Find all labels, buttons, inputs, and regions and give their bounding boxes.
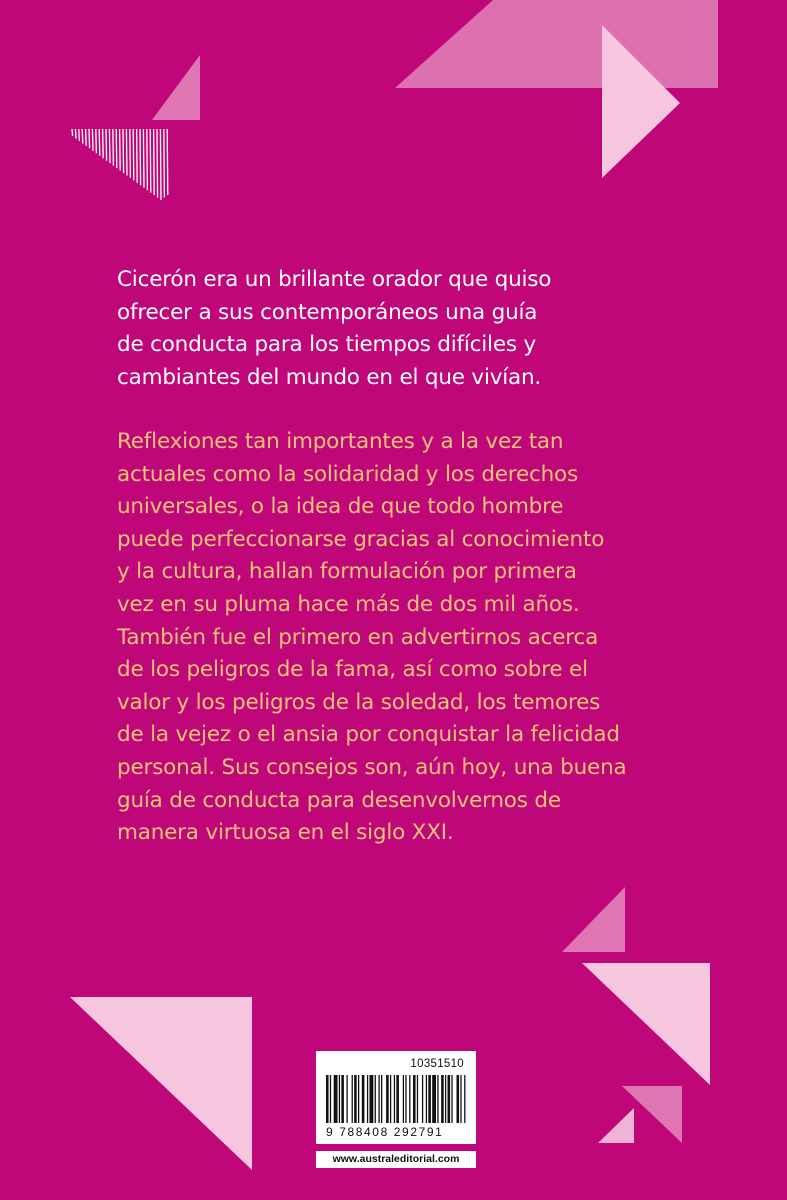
barcode-bar bbox=[445, 1075, 446, 1123]
isbn-number: 9 788408 292791 bbox=[326, 1125, 444, 1139]
body-line: guía de conducta para desenvolvernos de bbox=[117, 787, 561, 813]
barcode-bar bbox=[390, 1075, 391, 1123]
stripe-line bbox=[79, 129, 80, 141]
barcode-bar bbox=[334, 1075, 338, 1123]
stripe-line bbox=[164, 129, 165, 197]
stripe-line bbox=[126, 129, 127, 175]
striped-triangle-icon bbox=[72, 129, 168, 200]
triangle-bottom-left-large bbox=[70, 997, 252, 1170]
body-line: Reflexiones tan importantes y a la vez tan bbox=[117, 429, 564, 454]
barcode-bar bbox=[448, 1075, 451, 1123]
body-line: actuales como la solidaridad y los derechos bbox=[117, 461, 578, 487]
stripe-line bbox=[109, 129, 110, 163]
barcode-bar bbox=[403, 1075, 404, 1123]
barcode-bar bbox=[354, 1075, 357, 1123]
stripe-line bbox=[137, 129, 138, 183]
stripe-line bbox=[106, 129, 107, 161]
barcode-bar bbox=[426, 1075, 427, 1123]
body-line: puede perfeccionarse gracias al conocimiento bbox=[117, 526, 605, 552]
stripe-line bbox=[103, 129, 104, 158]
stripe-line bbox=[92, 129, 93, 151]
body-line: También fue el primero en advertirnos acerca bbox=[117, 624, 599, 650]
barcode-bar bbox=[326, 1075, 329, 1123]
barcode-bars bbox=[326, 1075, 468, 1123]
barcode-bar bbox=[370, 1075, 374, 1123]
stripe-line bbox=[96, 129, 97, 153]
stripe-line bbox=[167, 129, 168, 195]
barcode-bar bbox=[339, 1075, 340, 1123]
stripe-line bbox=[113, 129, 114, 166]
triangle-bottom-right-large bbox=[582, 963, 710, 1085]
barcode-bar bbox=[437, 1075, 438, 1123]
intro-paragraph bbox=[117, 264, 551, 394]
body-line: personal. Sus consejos son, aún hoy, una buena bbox=[117, 754, 627, 780]
body-line: vez en su pluma hace más de dos mil años. bbox=[117, 591, 580, 617]
body-line: de los peligros de la fama, así como sobre el bbox=[117, 657, 588, 683]
triangle-top-banner bbox=[395, 0, 718, 88]
barcode-bar bbox=[464, 1075, 465, 1123]
barcode-bar bbox=[341, 1075, 344, 1123]
barcode-bar bbox=[396, 1075, 399, 1123]
stripe-line bbox=[143, 129, 144, 188]
stripe-line bbox=[154, 129, 155, 195]
triangle-top-left-small bbox=[152, 55, 200, 120]
stripe-line bbox=[133, 129, 134, 180]
barcode-bar bbox=[413, 1075, 416, 1123]
barcode-bar bbox=[409, 1075, 410, 1123]
stripe-line bbox=[86, 129, 87, 146]
barcode-bar bbox=[358, 1075, 359, 1123]
stripe-line bbox=[123, 129, 124, 173]
barcode-bar bbox=[381, 1075, 382, 1123]
barcode-bar bbox=[417, 1075, 418, 1123]
body-line: y la cultura, hallan formulación por primera bbox=[117, 559, 577, 585]
barcode-bar bbox=[405, 1075, 406, 1123]
barcode-bar bbox=[367, 1075, 368, 1123]
body-line: de la vejez o el ansia por conquistar la felicidad bbox=[117, 722, 620, 748]
barcode-bar bbox=[432, 1075, 436, 1123]
publisher-url: www.australeditorial.com bbox=[316, 1151, 476, 1168]
stripe-line bbox=[116, 129, 117, 168]
barcode-bar bbox=[451, 1075, 452, 1123]
stripe-line bbox=[99, 129, 100, 156]
body-line: valor y los peligros de la soledad, los temores bbox=[117, 689, 601, 715]
stripe-line bbox=[150, 129, 151, 193]
stripe-line bbox=[140, 129, 141, 185]
barcode-bar bbox=[394, 1075, 395, 1123]
body-line: universales, o la idea de que todo hombre bbox=[117, 494, 564, 520]
barcode-bar bbox=[362, 1075, 365, 1123]
stripe-line bbox=[130, 129, 131, 178]
barcode-bar bbox=[422, 1075, 423, 1123]
stripe-line bbox=[147, 129, 148, 190]
intro-line: ofrecer a sus contemporáneos una guía bbox=[117, 299, 538, 325]
body-line: manera virtuosa en el siglo XXI. bbox=[117, 820, 454, 846]
barcode-bar bbox=[460, 1075, 461, 1123]
barcode-bar bbox=[378, 1075, 379, 1123]
barcode-bar bbox=[346, 1075, 347, 1123]
body-paragraph bbox=[117, 426, 626, 850]
stripe-line bbox=[82, 129, 83, 143]
barcode-bar bbox=[386, 1075, 389, 1123]
barcode-reference-number: 10351510 bbox=[410, 1058, 464, 1070]
barcode-bar bbox=[456, 1075, 459, 1123]
intro-line: Cicerón era un brillante orador que quiso bbox=[117, 267, 552, 292]
barcode-bar bbox=[330, 1075, 331, 1123]
stripe-line bbox=[89, 129, 90, 148]
triangle-bottom-right-upper bbox=[562, 887, 625, 952]
barcode-bar bbox=[375, 1075, 376, 1123]
stripe-line bbox=[120, 129, 121, 171]
intro-line: cambiantes del mundo en el que vivían. bbox=[117, 364, 542, 390]
barcode bbox=[316, 1051, 476, 1144]
triangle-bottom-right-tiny bbox=[598, 1108, 634, 1143]
stripe-line bbox=[72, 129, 73, 136]
barcode-bar bbox=[441, 1075, 444, 1123]
stripe-line bbox=[160, 129, 161, 200]
intro-line: de conducta para los tiempos difíciles y bbox=[117, 332, 537, 358]
stripe-line bbox=[75, 129, 76, 139]
barcode-bar bbox=[428, 1075, 431, 1123]
stripe-line bbox=[157, 129, 158, 198]
barcode-bar bbox=[352, 1075, 353, 1123]
